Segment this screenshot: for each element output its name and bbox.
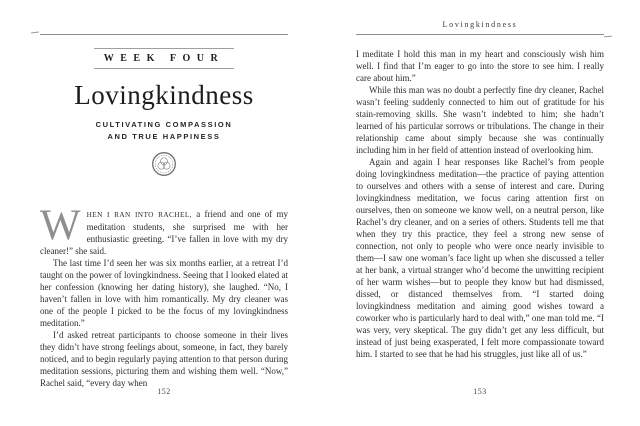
paragraph-opening — [40, 208, 288, 257]
drop-cap: W — [40, 208, 81, 249]
left-page — [40, 0, 288, 426]
running-head: Lovingkindness — [442, 20, 518, 29]
paragraph-opening-rest: a friend and one of my meditation students, she surprised me with her enthusiastic greeting. “I’ve fallen in love with my dry cleaner!” she said. — [40, 209, 288, 256]
knot-medallion-icon — [151, 164, 177, 181]
right-header-rule — [356, 34, 604, 35]
chapter-subtitle — [40, 119, 288, 142]
right-page-number: 153 — [473, 387, 487, 396]
paragraph: While this man was no doubt a perfectly fine dry cleaner, Rachel wasn’t feeling suddenly connected to him out of gratitude for his stain-removing skills. She wasn’t indebted to him; she hadn’t learned of his particular sorrows or tribulations. The change in their relationship came about simply because she was continually including him in her field of attention instead of overlooking him. — [356, 85, 604, 155]
chapter-subtitle-line1: CULTIVATING COMPASSION — [95, 120, 233, 129]
chapter-title: Lovingkindness — [74, 80, 254, 110]
left-rule-tick — [31, 31, 39, 33]
right-page — [356, 0, 604, 426]
chapter-ornament — [40, 151, 288, 182]
left-body-text — [40, 208, 288, 394]
chapter-week-label: WEEK FOUR — [94, 48, 234, 69]
paragraph-continuation: I meditate I hold this man in my heart and consciously wish him well. I find that I’m eager to go into the store to see him. I really care about him.” — [356, 49, 604, 83]
paragraph: The last time I’d seen her was six months earlier, at a retreat I’d taught on the power of lovingkindness. Seeing that I looked elated at her confession (knowing her dating history), she laughed. “No, I haven’t fallen in love with him romantically. My dry cleaner was one of the people I picked to be the focus of my lovingkindness meditation.” — [40, 258, 288, 328]
lead-in-small-caps: HEN I RAN INTO RACHEL, — [86, 210, 192, 219]
left-page-number: 152 — [157, 387, 171, 396]
paragraph: Again and again I hear responses like Rachel’s from people doing lovingkindness meditation—the practice of paying attention to ourselves and others with a sense of interest and care. During lovingkindness meditation, we focus caring attention first on ourselves, then on someone we know well, on a neutral person, like Rachel’s dry cleaner, and on a series of others. Students tell me that when they try this practice, they feel a strong new sense of connection, not only to people who were once nearly invisible to them—I saw one woman’s face light up when she discussed a teller at her bank, a virtual stranger who’d become the unwitting recipient of her warm wishes—but to people they know but had dismissed, dissed, or distanced themselves from. “I started doing lovingkindness meditation and aiming good wishes toward a coworker who is particularly hard to deal with,” one man told me. “I was very, very skeptical. The guy didn’t get any less difficult, but instead of just being exasperated, I felt more compassionate toward him. I started to see that he had his struggles, just like all of us.” — [356, 157, 604, 359]
right-rule-tick — [604, 36, 612, 38]
right-body-text — [356, 48, 604, 390]
chapter-week-block — [40, 48, 288, 69]
left-header-rule — [40, 34, 288, 35]
chapter-subtitle-line2: AND TRUE HAPPINESS — [107, 131, 221, 141]
paragraph: I’d asked retreat participants to choose someone in their lives they didn’t have strong feelings about, someone, in fact, they barely noticed, and to begin regularly paying attention to that person during meditation sessions, picturing them and wishing them well. “Now,” Rachel said, “every day when — [40, 330, 288, 388]
